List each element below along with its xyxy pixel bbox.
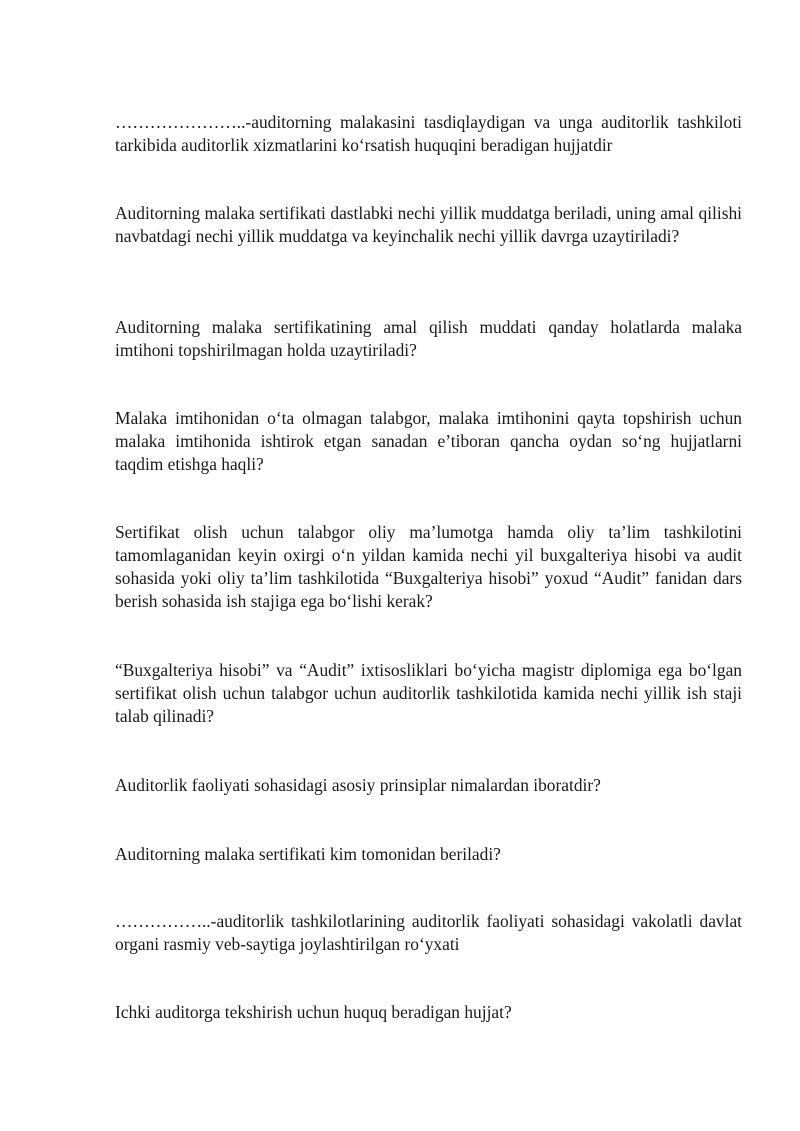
question-paragraph-6: “Buxgalteriya hisobi” va “Audit” ixtisosliklari bo‘yicha magistr diplomiga ega bo‘lgan sertifikat olish uchun talabgor uchun auditorlik tashkilotida kamida nechi yillik ish staji talab qilinadi? xyxy=(115,660,742,726)
question-paragraph-4: Malaka imtihonidan o‘ta olmagan talabgor, malaka imtihonini qayta topshirish uchun malaka imtihonida ishtirok etgan sanadan e’tiboran qancha oydan so‘ng hujjatlarni taqdim etishga haqli? xyxy=(115,408,742,474)
question-paragraph-8: Auditorning malaka sertifikati kim tomonidan beriladi? xyxy=(115,844,501,864)
question-paragraph-1: …………………..-auditorning malakasini tasdiqlaydigan va unga auditorlik tashkiloti tarkibida auditorlik xizmatlarini ko‘rsatish huquqini beradigan hujjatdir xyxy=(115,112,742,155)
question-paragraph-7: Auditorlik faoliyati sohasidagi asosiy prinsiplar nimalardan iboratdir? xyxy=(115,775,601,795)
question-paragraph-10: Ichki auditorga tekshirish uchun huquq beradigan hujjat? xyxy=(115,1002,512,1022)
question-paragraph-9: ……………..-auditorlik tashkilotlarining auditorlik faoliyati sohasidagi vakolatli davlat organi rasmiy veb-saytiga joylashtirilgan ro‘yxati xyxy=(115,911,742,954)
question-paragraph-2: Auditorning malaka sertifikati dastlabki nechi yillik muddatga beriladi, uning amal qilishi navbatdagi nechi yillik muddatga va keyinchalik nechi yillik davrga uzaytiriladi? xyxy=(115,203,742,246)
question-paragraph-3: Auditorning malaka sertifikatining amal qilish muddati qanday holatlarda malaka imtihoni topshirilmagan holda uzaytiriladi? xyxy=(115,317,742,360)
question-paragraph-5: Sertifikat olish uchun talabgor oliy ma’lumotga hamda oliy ta’lim tashkilotini tamomlaganidan keyin oxirgi o‘n yildan kamida nechi yil buxgalteriya hisobi va audit sohasida yoki oliy ta’lim tashkilotida “Buxgalteriya hisobi” yoxud “Audit” fanidan dars berish sohasida ish stajiga ega bo‘lishi kerak? xyxy=(115,522,742,611)
